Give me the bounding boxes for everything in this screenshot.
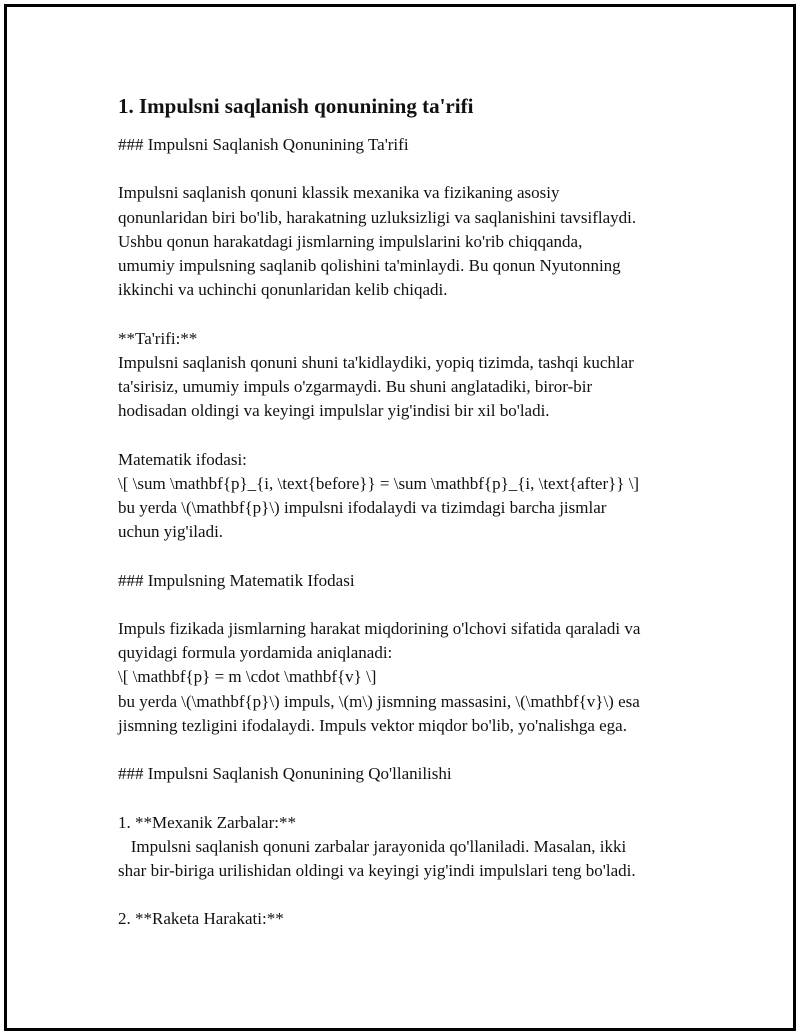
text-line: uchun yig'iladi.	[118, 522, 224, 542]
text-line: Impulsni saqlanish qonuni shuni ta'kidlaydiki, yopiq tizimda, tashqi kuchlar	[118, 352, 634, 372]
text-line: shar bir-biriga urilishidan oldingi va keyingi yig'indi impulslari teng bo'ladi.	[118, 860, 636, 880]
paragraph-gap	[118, 423, 698, 447]
text-line: Matematik ifodasi:	[118, 449, 247, 469]
paragraph	[118, 327, 698, 424]
document-content	[118, 92, 698, 932]
document-title: 1. Impulsni saqlanish qonunining ta'rifi	[118, 94, 474, 118]
text-line: Impuls fizikada jismlarning harakat miqdorining o'lchovi sifatida qaraladi va	[118, 618, 641, 638]
document-body	[118, 133, 698, 932]
paragraph	[118, 448, 698, 545]
text-line: Impulsni saqlanish qonuni klassik mexanika va fizikaning asosiy	[118, 183, 560, 203]
text-line: bu yerda \(\mathbf{p}\) impulsni ifodalaydi va tizimdagi barcha jismlar	[118, 498, 607, 517]
text-line: \[ \sum \mathbf{p}_{i, \text{before}} = \sum \mathbf{p}_{i, \text{after}} \]	[118, 473, 640, 493]
text-line: Impulsni saqlanish qonuni zarbalar jarayonida qo'llaniladi. Masalan, ikki	[118, 836, 627, 856]
paragraph-gap	[118, 738, 698, 762]
paragraph-gap	[118, 883, 698, 907]
text-line: 1. **Mexanik Zarbalar:**	[118, 812, 296, 832]
paragraph	[118, 762, 698, 786]
paragraph	[118, 811, 698, 884]
paragraph	[118, 907, 698, 931]
paragraph	[118, 569, 698, 593]
text-line: qonunlaridan biri bo'lib, harakatning uzluksizligi va saqlanishini tavsiflaydi.	[118, 207, 637, 227]
text-line: ### Impulsning Matematik Ifodasi	[118, 570, 355, 590]
text-line: quyidagi formula yordamida aniqlanadi:	[118, 643, 393, 663]
paragraph-gap	[118, 786, 698, 810]
paragraph	[118, 181, 698, 302]
text-line: ikkinchi va uchinchi qonunlaridan kelib chiqadi.	[118, 280, 448, 300]
text-line: umumiy impulsning saqlanib qolishini ta'minlaydi. Bu qonun Nyutonning	[118, 256, 621, 275]
paragraph	[118, 617, 698, 738]
text-line: jismning tezligini ifodalaydi. Impuls vektor miqdor bo'lib, yo'nalishga ega.	[118, 715, 627, 735]
paragraph-gap	[118, 302, 698, 326]
paragraph-gap	[118, 157, 698, 181]
text-line: ### Impulsni Saqlanish Qonunining Ta'rifi	[118, 135, 409, 154]
text-line: bu yerda \(\mathbf{p}\) impuls, \(m\) jismning massasini, \(\mathbf{v}\) esa	[118, 691, 640, 711]
text-line: \[ \mathbf{p} = m \cdot \mathbf{v} \]	[118, 667, 377, 687]
paragraph-gap	[118, 544, 698, 568]
text-line: ### Impulsni Saqlanish Qonunining Qo'llanilishi	[118, 764, 452, 784]
paragraph-gap	[118, 593, 698, 617]
text-line: ta'sirisiz, umumiy impuls o'zgarmaydi. Bu shuni anglatadiki, biror-bir	[118, 377, 593, 396]
text-line: Ushbu qonun harakatdagi jismlarning impulslarini ko'rib chiqqanda,	[118, 231, 583, 251]
text-line: hodisadan oldingi va keyingi impulslar yig'indisi bir xil bo'ladi.	[118, 401, 550, 421]
paragraph	[118, 133, 698, 157]
text-line: 2. **Raketa Harakati:**	[118, 909, 284, 929]
text-line: **Ta'rifi:**	[118, 328, 198, 348]
